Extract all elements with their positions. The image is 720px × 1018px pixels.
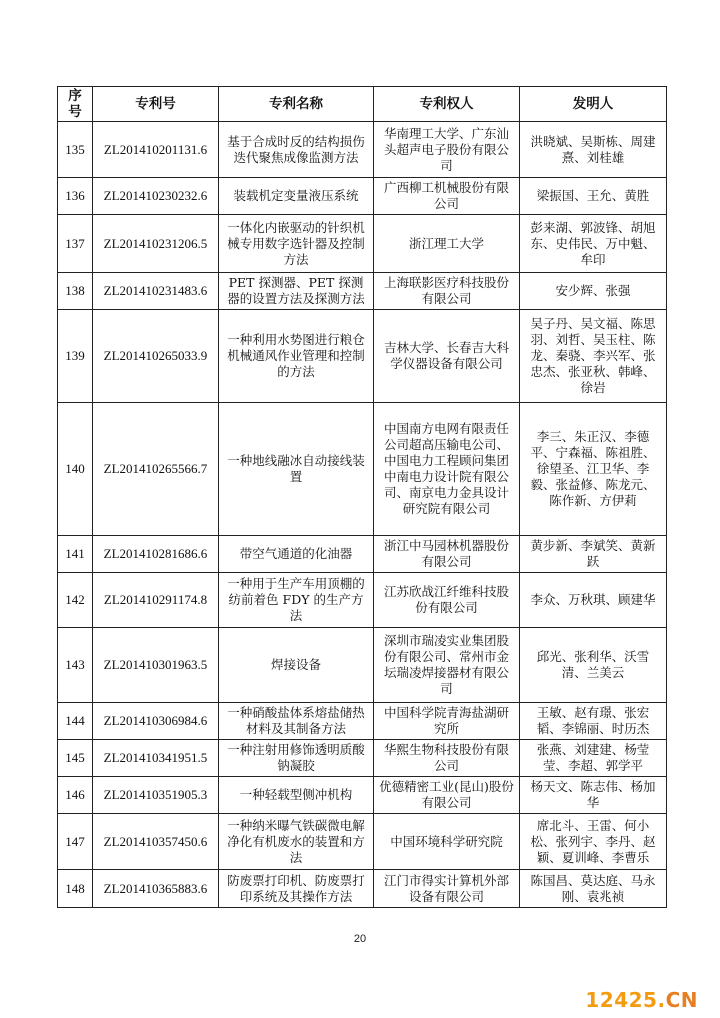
cell-patentee: 浙江理工大学 — [374, 215, 520, 273]
table-row — [58, 215, 667, 273]
cell-patent-name: 一种注射用修饰透明质酸钠凝胶 — [219, 740, 374, 777]
site-watermark — [585, 988, 698, 1012]
cell-patentee: 华熙生物科技股份有限公司 — [374, 740, 520, 777]
cell-inventor: 张燕、刘建建、杨莹莹、李超、郭学平 — [520, 740, 667, 777]
cell-patent-no: ZL201410265566.7 — [93, 403, 219, 536]
cell-patent-name: 一种地线融冰自动接线装置 — [219, 403, 374, 536]
cell-patent-no: ZL201410357450.6 — [93, 814, 219, 870]
cell-inventor: 李众、万秋琪、顾建华 — [520, 573, 667, 628]
cell-patent-no: ZL201410201131.6 — [93, 122, 219, 178]
cell-seq: 146 — [58, 777, 93, 814]
cell-patentee: 中国环境科学研究院 — [374, 814, 520, 870]
cell-inventor: 李三、朱正汉、李德平、宁森福、陈祖胜、徐望圣、江卫华、李毅、张益修、陈龙元、陈作新、方伊莉 — [520, 403, 667, 536]
table-header-row — [58, 87, 667, 122]
cell-patent-name: 一种轻载型侧冲机构 — [219, 777, 374, 814]
cell-patent-no: ZL201410231206.5 — [93, 215, 219, 273]
table-row — [58, 777, 667, 814]
cell-patent-name: 装载机定变量液压系统 — [219, 178, 374, 215]
cell-inventor: 彭来湖、郭波锋、胡旭东、史伟民、万中魁、牟印 — [520, 215, 667, 273]
cell-patent-no: ZL201410230232.6 — [93, 178, 219, 215]
cell-patentee: 中国南方电网有限责任公司超高压输电公司、中国电力工程顾问集团中南电力设计院有限公司、南京电力金具设计研究院有限公司 — [374, 403, 520, 536]
table-row — [58, 403, 667, 536]
cell-patent-name: 基于合成时反的结构损伤迭代聚焦成像监测方法 — [219, 122, 374, 178]
table-row — [58, 814, 667, 870]
cell-patentee: 深圳市瑞凌实业集团股份有限公司、常州市金坛瑞凌焊接器材有限公司 — [374, 628, 520, 703]
cell-inventor: 洪晓斌、吴斯栋、周建熹、刘桂雄 — [520, 122, 667, 178]
table-row — [58, 703, 667, 740]
cell-patent-no: ZL201410301963.5 — [93, 628, 219, 703]
cell-seq: 137 — [58, 215, 93, 273]
cell-seq: 135 — [58, 122, 93, 178]
cell-inventor: 邱光、张利华、沃雪清、兰美云 — [520, 628, 667, 703]
cell-inventor: 王敏、赵有璟、张宏韬、李锦丽、时历杰 — [520, 703, 667, 740]
cell-patent-no: ZL201410231483.6 — [93, 273, 219, 310]
cell-inventor: 杨天文、陈志伟、杨加华 — [520, 777, 667, 814]
header-inventor: 发明人 — [520, 87, 667, 122]
watermark-dot: . — [657, 988, 666, 1012]
cell-seq: 143 — [58, 628, 93, 703]
cell-seq: 148 — [58, 870, 93, 908]
cell-patent-name: 一种利用水势图进行粮仓机械通风作业管理和控制的方法 — [219, 310, 374, 403]
cell-patent-name: 一种硝酸盐体系熔盐储热材料及其制备方法 — [219, 703, 374, 740]
header-patent-no: 专利号 — [93, 87, 219, 122]
patent-table — [57, 86, 667, 908]
cell-patentee: 江门市得实计算机外部设备有限公司 — [374, 870, 520, 908]
cell-patent-name: 防废票打印机、防废票打印系统及其操作方法 — [219, 870, 374, 908]
cell-patentee: 华南理工大学、广东汕头超声电子股份有限公司 — [374, 122, 520, 178]
cell-patentee: 吉林大学、长春吉大科学仪器设备有限公司 — [374, 310, 520, 403]
watermark-suffix: CN — [665, 988, 698, 1012]
cell-inventor: 黄步新、李斌笑、黄新跃 — [520, 536, 667, 573]
cell-inventor: 席北斗、王雷、何小松、张列宇、李丹、赵颖、夏训峰、李曹乐 — [520, 814, 667, 870]
header-patentee: 专利权人 — [374, 87, 520, 122]
cell-patentee: 广西柳工机械股份有限公司 — [374, 178, 520, 215]
cell-patent-no: ZL201410306984.6 — [93, 703, 219, 740]
cell-patentee: 浙江中马园林机器股份有限公司 — [374, 536, 520, 573]
table-row — [58, 870, 667, 908]
cell-inventor: 安少辉、张强 — [520, 273, 667, 310]
cell-patent-name: 一体化内嵌驱动的针织机械专用数字选针器及控制方法 — [219, 215, 374, 273]
cell-patent-name: 焊接设备 — [219, 628, 374, 703]
table-row — [58, 740, 667, 777]
cell-seq: 139 — [58, 310, 93, 403]
cell-seq: 145 — [58, 740, 93, 777]
cell-patent-no: ZL201410351905.3 — [93, 777, 219, 814]
header-seq: 序号 — [58, 87, 93, 122]
cell-patent-no: ZL201410341951.5 — [93, 740, 219, 777]
page-number: 20 — [353, 933, 367, 945]
cell-seq: 144 — [58, 703, 93, 740]
cell-inventor: 梁振国、王允、黄胜 — [520, 178, 667, 215]
cell-seq: 147 — [58, 814, 93, 870]
table-row — [58, 273, 667, 310]
cell-patentee: 中国科学院青海盐湖研究所 — [374, 703, 520, 740]
cell-patent-name: 一种用于生产车用顶棚的纺前着色 FDY 的生产方法 — [219, 573, 374, 628]
table-row — [58, 178, 667, 215]
cell-inventor: 陈国昌、莫达庭、马永刚、袁兆祯 — [520, 870, 667, 908]
cell-seq: 141 — [58, 536, 93, 573]
cell-patent-no: ZL201410291174.8 — [93, 573, 219, 628]
cell-patent-no: ZL201410281686.6 — [93, 536, 219, 573]
cell-patentee: 优德精密工业(昆山)股份有限公司 — [374, 777, 520, 814]
cell-patent-name: PET 探测器、PET 探测器的设置方法及探测方法 — [219, 273, 374, 310]
cell-patentee: 上海联影医疗科技股份有限公司 — [374, 273, 520, 310]
cell-inventor: 吴子丹、吴文福、陈思羽、刘哲、吴玉柱、陈龙、秦骁、李兴军、张忠杰、张亚秋、韩峰、徐岩 — [520, 310, 667, 403]
cell-patent-no: ZL201410365883.6 — [93, 870, 219, 908]
table-row — [58, 310, 667, 403]
cell-patent-no: ZL201410265033.9 — [93, 310, 219, 403]
cell-patent-name: 一种纳米曝气铁碳微电解净化有机废水的装置和方法 — [219, 814, 374, 870]
cell-seq: 140 — [58, 403, 93, 536]
cell-seq: 142 — [58, 573, 93, 628]
table-row — [58, 573, 667, 628]
watermark-number: 12425 — [585, 988, 658, 1012]
header-patent-name: 专利名称 — [219, 87, 374, 122]
cell-seq: 136 — [58, 178, 93, 215]
cell-seq: 138 — [58, 273, 93, 310]
table-row — [58, 122, 667, 178]
table-row — [58, 536, 667, 573]
cell-patent-name: 带空气通道的化油器 — [219, 536, 374, 573]
table-row — [58, 628, 667, 703]
cell-patentee: 江苏欣战江纤维科技股份有限公司 — [374, 573, 520, 628]
